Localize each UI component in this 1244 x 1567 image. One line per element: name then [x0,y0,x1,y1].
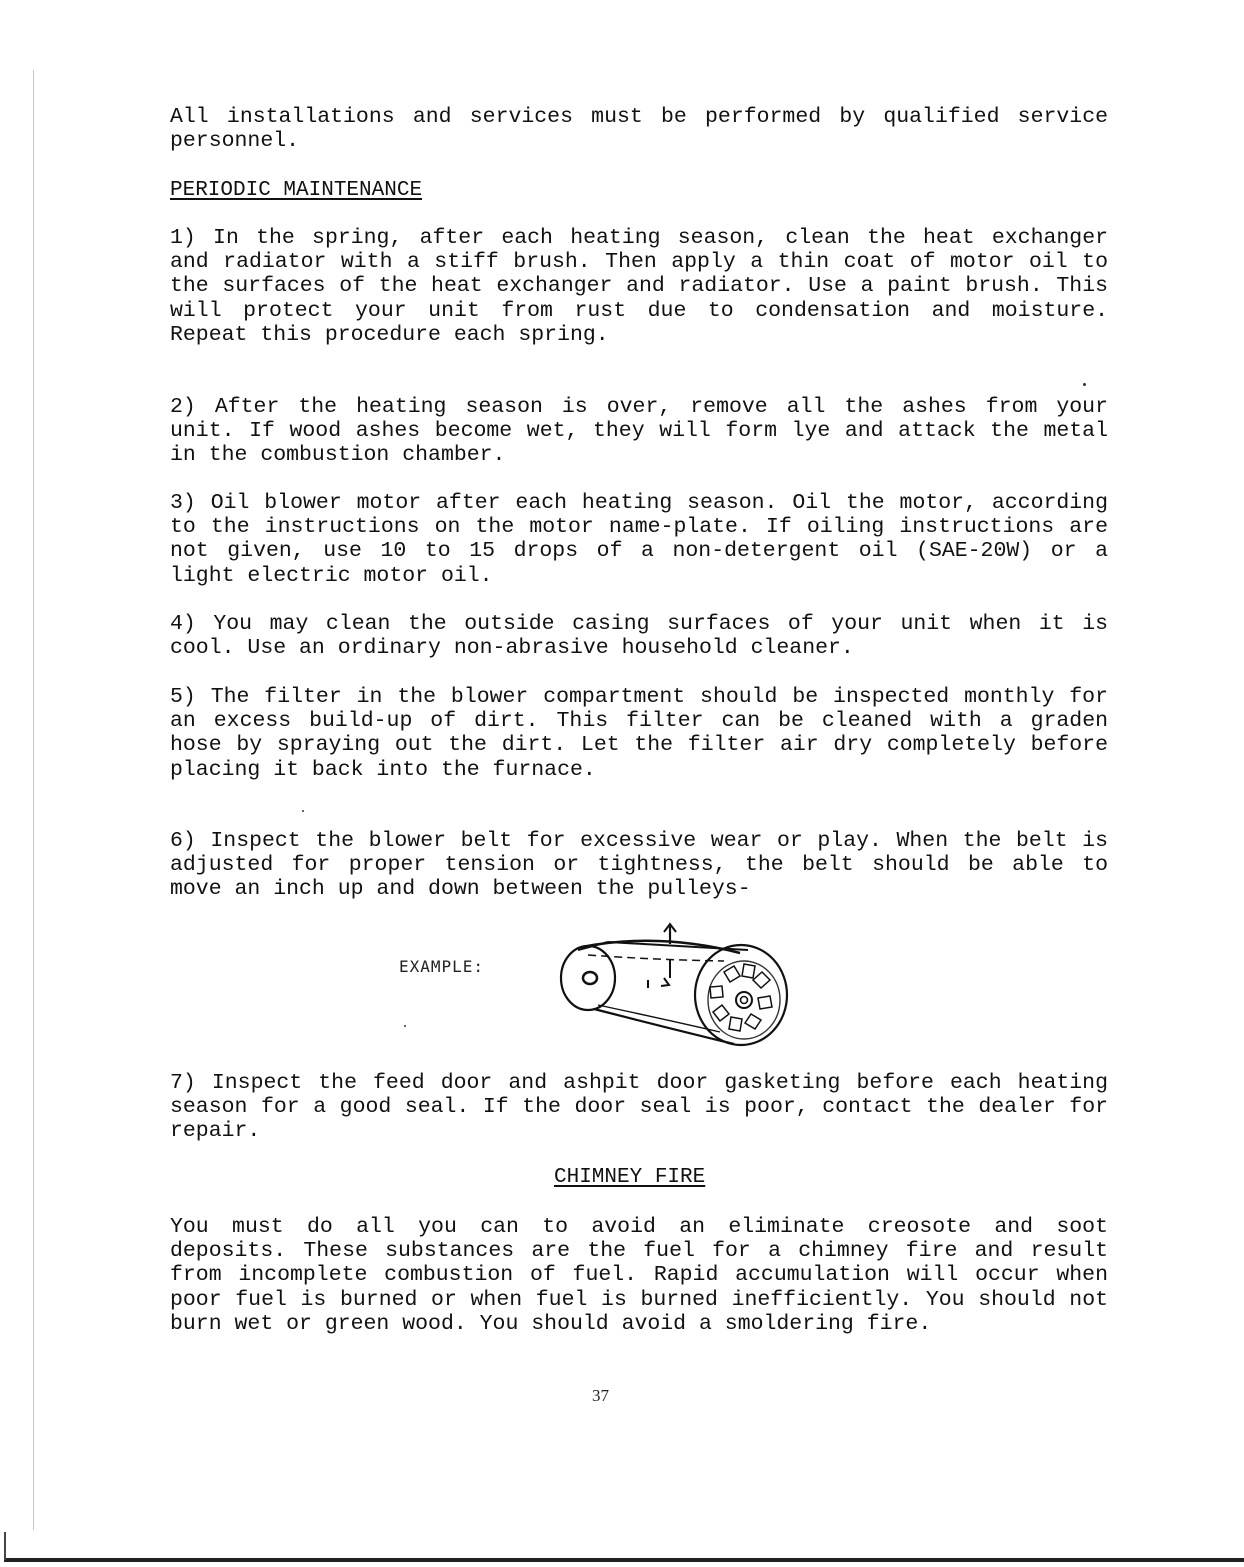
maintenance-item-2: 2) After the heating season is over, remove all the ashes from your unit. If wood ashes become wet, they will form lye and attack the metal in the combustion chamber. [170,395,1108,468]
page-number: 37 [592,1386,609,1405]
intro-paragraph: All installations and services must be performed by qualified service personnel. [170,105,1108,154]
chimney-fire-heading: CHIMNEY FIRE [554,1166,706,1189]
belt-pulley-diagram [548,920,798,1055]
periodic-maintenance-heading: PERIODIC MAINTENANCE [170,179,423,202]
chimney-fire-paragraph: You must do all you can to avoid an eliminate creosote and soot deposits. These substances are the fuel for a chimney fire and result from incomplete combustion of fuel. Rapid accumulation will occur when poor fuel is burned or when fuel is burned inefficiently. You should not burn wet or green wood. You should avoid a smoldering fire. [170,1215,1108,1336]
small-pulley-hub [583,972,597,984]
maintenance-item-7: 7) Inspect the feed door and ashpit door gasketing before each heating season for a good seal. If the door seal is poor, contact the dealer for repair. [170,1071,1108,1144]
maintenance-item-1: 1) In the spring, after each heating season, clean the heat exchanger and radiator with a stiff brush. Then apply a thin coat of motor oil to the surfaces of the heat exchanger and radiator. Use a paint brush. This will protect your unit from rust due to condensation and moisture. Repeat this procedure each spring. [170,226,1108,347]
scan-speck [404,1025,406,1027]
belt-bottom-run [594,1009,734,1044]
large-pulley-hub [736,992,752,1008]
example-label: EXAMPLE: [399,957,485,976]
maintenance-item-6: 6) Inspect the blower belt for excessive wear or play. When the belt is adjusted for proper tension or tightness, the belt should be able to move an inch up and down between the pulleys- [170,829,1108,902]
scan-speck [1083,383,1086,386]
scan-bottom-edge [4,1558,1244,1562]
scan-edge-line [33,70,34,1530]
scan-speck [302,810,304,812]
maintenance-item-5: 5) The filter in the blower compartment should be inspected monthly for an excess build-up of dirt. This filter can be cleaned with a graden hose by spraying out the dirt. Let the filter air dry completely before placing it back into the furnace. [170,685,1108,782]
large-pulley-rim [708,961,780,1039]
maintenance-item-3: 3) Oil blower motor after each heating season. Oil the motor, according to the instructions on the motor name-plate. If oiling instructions are not given, use 10 to 15 drops of a non-detergent oil (SAE-20W) or a light electric motor oil. [170,491,1108,588]
maintenance-item-4: 4) You may clean the outside casing surfaces of your unit when it is cool. Use an ordinary non-abrasive household cleaner. [170,612,1108,661]
scan-corner-edge [4,1532,6,1560]
